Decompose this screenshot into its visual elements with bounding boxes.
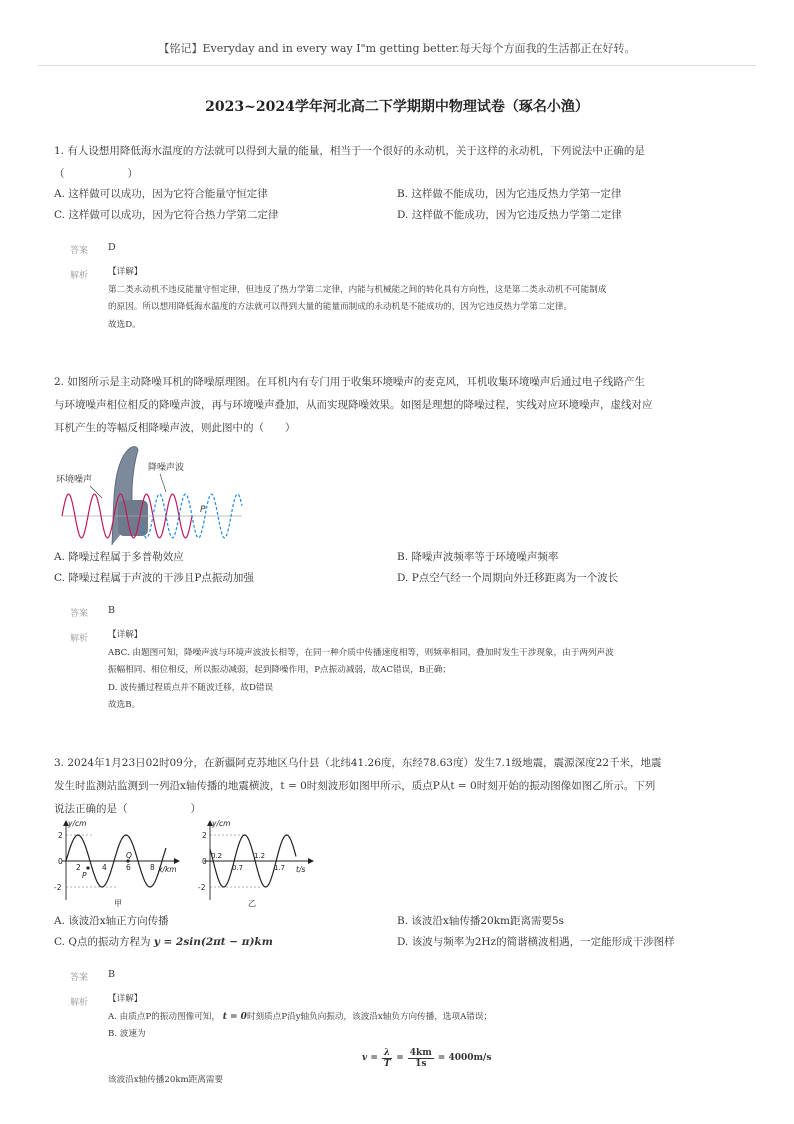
question-3-stem — [54, 752, 744, 821]
point-p — [86, 866, 89, 869]
explanation-math: t = 0 — [222, 1011, 247, 1022]
q2-option-c: C. 降噪过程属于声波的干涉且P点振动加强 — [54, 572, 254, 584]
trailing-line: 该波沿x轴传播20km距离需要 — [108, 1075, 224, 1085]
analysis-label: 解析 — [70, 998, 89, 1008]
option-text: C. Q点的振动方程为 — [54, 936, 151, 948]
numerator: 4km — [409, 1047, 432, 1058]
stem-line: 与环境噪声相位相反的降噪声波，再与环境噪声叠加，从而实现降噪效果。如图是理想的降噪过程，实线对应环境噪声，虚线对应 — [54, 399, 653, 411]
q1-option-a: A. 这样做可以成功，因为它符合能量守恒定律 — [54, 188, 268, 200]
detail-label: 【详解】 — [108, 267, 143, 277]
y-tick: -2 — [54, 883, 62, 892]
answer-label: 答案 — [70, 609, 89, 619]
header-divider — [38, 65, 756, 66]
q3-explanation — [108, 991, 728, 1044]
y-axis-label: y/cm — [212, 819, 231, 828]
x-axis-label: t/s — [296, 865, 306, 874]
stem-line: （ ） — [54, 168, 138, 180]
formula-lhs: v = — [362, 1053, 378, 1063]
explanation-text: 时刻质点P沿y轴负向振动，该波沿x轴负方向传播，选项A错误； — [246, 1011, 493, 1022]
p-label: P — [82, 871, 87, 880]
formula-rhs: = 4000m/s — [437, 1053, 492, 1063]
explanation-line: 振幅相同、相位相反，所以振动减弱，起到降噪作用，P点振动减弱，故AC错误，B正确； — [108, 665, 451, 675]
x-tick: 4 — [102, 863, 107, 872]
x-tick: 2 — [76, 863, 81, 872]
answer-label: 答案 — [70, 246, 89, 256]
explanation-line — [108, 1009, 728, 1027]
q2-answer: B — [108, 605, 115, 616]
explanation-line: D. 波传播过程质点并不随波迁移，故D错误 — [108, 682, 274, 693]
numerator: λ — [383, 1047, 391, 1058]
detail-label: 【详解】 — [108, 630, 143, 640]
x-arrow-icon — [308, 858, 314, 864]
fraction-lambda-t — [382, 1048, 392, 1069]
point-p-label: P — [200, 505, 206, 515]
q3-option-d: D. 该波与频率为2Hz的简谐横波相遇，一定能形成干涉图样 — [397, 936, 675, 948]
explanation-line: ABC. 由题图可知，降噪声波与环境声波波长相等，在同一种介质中传播速度相等，则频率相同，叠加时发生干涉现象，由于两列声波 — [108, 647, 614, 658]
graph-caption: 乙 — [248, 899, 256, 908]
answer-label: 答案 — [70, 973, 89, 983]
explanation-line: 的原因。所以想用降低海水温度的方法就可以得到大量的能量而制成的永动机是不能成功的，因为它违反热力学第二定律。 — [108, 302, 573, 312]
explanation-text: A. 由质点P的振动图像可知， — [108, 1011, 220, 1022]
speed-formula — [362, 1043, 491, 1073]
q1-option-c: C. 这样做可以成功，因为它符合热力学第二定律 — [54, 209, 279, 221]
y-axis-label: y/cm — [68, 819, 87, 828]
stem-line: 3. 2024年1月23日02时09分，在新疆阿克苏地区乌什县（北纬41.26度，东经78.63度）发生7.1级地震，震源深度22千米，地震 — [54, 757, 662, 769]
question-2-stem — [54, 371, 744, 440]
y-tick: -2 — [198, 883, 206, 892]
q-label: Q — [126, 851, 132, 860]
ambient-label: 环境噪声 — [56, 475, 93, 485]
page-title: 2023~2024学年河北高二下学期期中物理试卷（琢名小渔） — [205, 99, 589, 115]
q3-answer: B — [108, 969, 115, 980]
x-tick: 8 — [150, 863, 155, 872]
y-tick: 2 — [202, 831, 207, 840]
t-tick: 1.2 — [254, 852, 266, 860]
question-1-stem — [54, 140, 744, 186]
denominator: 1s — [415, 1058, 427, 1069]
q2-option-d: D. P点空气经一个周期向外迁移距离为一个波长 — [397, 572, 619, 584]
motto: 【铭记】Everyday and in every way I"m getting better.每天每个方面我的生活都正在好转。 — [158, 42, 636, 55]
anti-label: 降噪声波 — [148, 463, 185, 473]
option-formula: y = 2sin(2πt − π)km — [153, 936, 273, 948]
q2-explanation — [108, 627, 728, 715]
q1-explanation — [108, 264, 728, 334]
equals-sign: = — [396, 1053, 404, 1063]
q3-option-b: B. 该波沿x轴传播20km距离需要5s — [397, 915, 565, 927]
y-tick: 0 — [58, 857, 63, 866]
explanation-line: 故选B。 — [108, 700, 141, 710]
t-tick: 1.7 — [274, 864, 286, 872]
q3-option-a: A. 该波沿x轴正方向传播 — [54, 915, 169, 927]
q1-option-d: D. 这样做不能成功，因为它违反热力学第二定律 — [397, 209, 622, 221]
x-arrow-icon — [174, 858, 180, 864]
q1-option-b: B. 这样做不能成功，因为它违反热力学第一定律 — [397, 188, 622, 200]
q2-option-b: B. 降噪声波频率等于环境噪声频率 — [397, 551, 559, 563]
analysis-label: 解析 — [70, 634, 89, 644]
wave-graph-jia — [52, 818, 182, 908]
detail-label: 【详解】 — [108, 994, 143, 1004]
q2-option-a: A. 降噪过程属于多普勒效应 — [54, 551, 184, 563]
x-tick: 6 — [126, 863, 131, 872]
x-axis-label: x/km — [158, 865, 177, 874]
q1-answer: D — [108, 242, 116, 253]
stem-line: 发生时监测站监测到一列沿x轴传播的地震横波，t = 0时刻波形如图甲所示，质点P从t = 0时刻开始的振动图像如图乙所示。下列 — [54, 780, 656, 792]
stem-line: 说法正确的是（ ） — [54, 803, 201, 815]
t-tick: 0.7 — [232, 864, 244, 872]
graph-caption: 甲 — [114, 899, 122, 908]
y-tick: 2 — [58, 831, 63, 840]
stem-line: 2. 如图所示是主动降噪耳机的降噪原理图。在耳机内有专门用于收集环境噪声的麦克风，耳机收集环境噪声后通过电子线路产生 — [54, 376, 645, 388]
analysis-label: 解析 — [70, 271, 89, 281]
stem-line: 耳机产生的等幅反相降噪声波，则此图中的（ ） — [54, 422, 296, 434]
noise-cancel-figure — [52, 440, 252, 550]
explanation-line: 第二类永动机不违反能量守恒定律，但违反了热力学第二定律，内能与机械能之间的转化具有方向性，这是第二类永动机不可能制成 — [108, 284, 607, 295]
earcup-icon — [118, 500, 148, 536]
vibration-graph-yi — [196, 818, 316, 908]
y-tick: 0 — [202, 857, 207, 866]
explanation-line: 故选D。 — [108, 319, 141, 330]
anti-pointer — [160, 474, 166, 492]
q3-option-c — [54, 934, 273, 949]
stem-line: 1. 有人设想用降低海水温度的方法就可以得到大量的能量，相当于一个很好的永动机，关于这样的永动机，下列说法中正确的是 — [54, 145, 645, 157]
explanation-line: B. 波速为 — [108, 1029, 146, 1039]
denominator: T — [383, 1058, 391, 1069]
t-tick: 0.2 — [211, 852, 223, 860]
fraction-values — [408, 1048, 434, 1069]
